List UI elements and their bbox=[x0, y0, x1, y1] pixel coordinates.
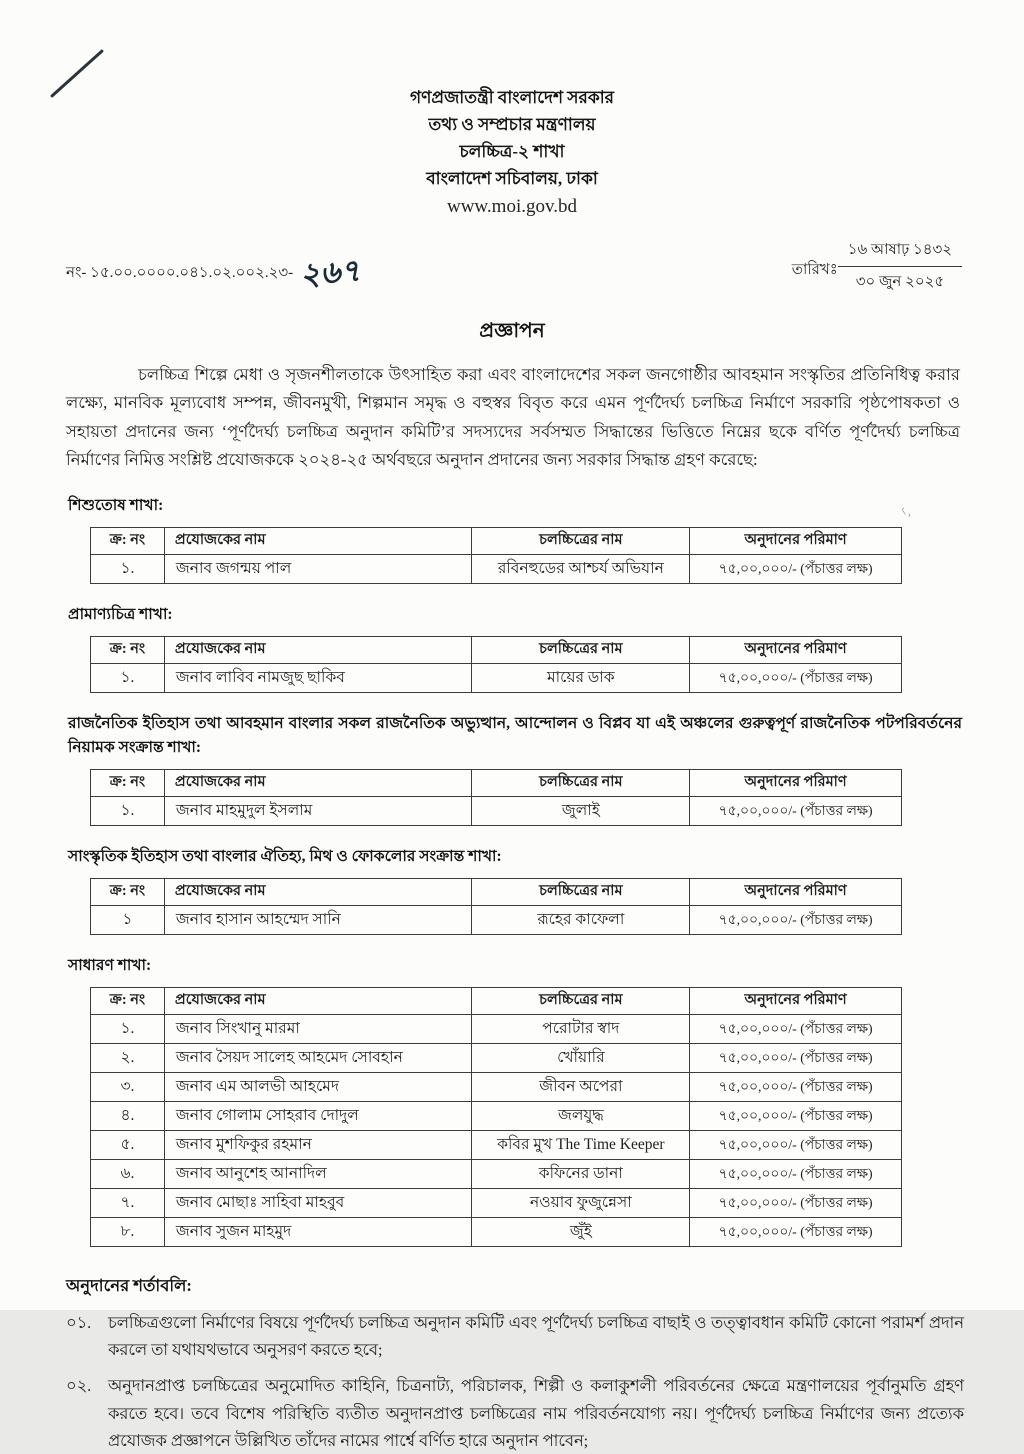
branch-name: চলচ্চিত্র-২ শাখা bbox=[459, 142, 565, 161]
section-children-branch bbox=[68, 494, 962, 584]
grant-amount-cell: ৭৫,০০,০০০/- (পঁচাত্তর লক্ষ) bbox=[690, 1072, 902, 1101]
col-header-producer: প্রযোজকের নাম bbox=[164, 769, 472, 796]
section-title: সাংস্কৃতিক ইতিহাস তথা বাংলার ঐতিহ্য, মিথ ও ফোকলোর সংক্রান্ত শাখা: bbox=[68, 847, 502, 865]
scan-edge-shading bbox=[0, 1301, 1024, 1310]
grant-table-body bbox=[91, 554, 902, 583]
col-header-grant: অনুদানের পরিমাণ bbox=[690, 878, 902, 905]
serial-cell: ১. bbox=[91, 1014, 165, 1043]
stray-ink-mark: ৻, bbox=[900, 505, 914, 519]
govt-name: গণপ্রজাতন্ত্রী বাংলাদেশ সরকার bbox=[409, 88, 615, 107]
intro-paragraph: চলচ্চিত্র শিল্পে মেধা ও সৃজনশীলতাকে উৎসাহিত করা এবং বাংলাদেশের সকল জনগোষ্ঠীর আবহমান সংস্কৃতির প্রতিনিধিত্ব করার লক্ষ্যে, মানবিক মূল্যবোধ সম্পন্ন, জীবনমুখী, শিল্পমান সমৃদ্ধ ও বহুস্বর বিবৃত করে এমন পূর্ণদৈর্ঘ্য চলচ্চিত্র নির্মাণে সরকারি পৃষ্ঠপোষকতা ও সহায়তা প্রদানের জন্য ‘পূর্ণদৈর্ঘ্য চলচ্চিত্র অনুদান কমিটি’র সদস্যদের সর্বসম্মত সিদ্ধান্তের ভিত্তিতে নিম্নের ছকে বর্ণিত পূর্ণদৈর্ঘ্য চলচ্চিত্র নির্মাণের নিমিত্ত সংশ্লিষ্ট প্রযোজককে ২০২৪-২৫ অর্থবছরে অনুদান প্রদানের জন্য সরকার সিদ্ধান্ত গ্রহণ করেছে: bbox=[66, 365, 960, 470]
grant-amount-cell: ৭৫,০০,০০০/- (পঁচাত্তর লক্ষ) bbox=[690, 1101, 902, 1130]
serial-cell: ৩. bbox=[91, 1072, 165, 1101]
serial-cell: ১ bbox=[91, 905, 165, 934]
grant-table bbox=[90, 636, 902, 693]
grant-amount-cell: ৭৫,০০,০০০/- (পঁচাত্তর লক্ষ) bbox=[690, 1014, 902, 1043]
grant-table-body bbox=[91, 663, 902, 692]
film-name-cell: কবির মুখ The Time Keeper bbox=[472, 1130, 690, 1159]
grant-amount-cell: ৭৫,০০,০০০/- (পঁচাত্তর লক্ষ) bbox=[690, 1217, 902, 1246]
col-header-serial: ক্র: নং bbox=[91, 878, 165, 905]
reference-row bbox=[66, 238, 962, 301]
grant-table-head bbox=[91, 987, 902, 1014]
producer-name-cell: জনাব লাবিব নামজুছ ছাকিব bbox=[164, 663, 472, 692]
table-row bbox=[91, 1014, 902, 1043]
col-header-producer: প্রযোজকের নাম bbox=[164, 636, 472, 663]
producer-name-cell: জনাব জগন্ময় পাল bbox=[164, 554, 472, 583]
date-bangla: ১৬ আষাঢ় ১৪৩২ bbox=[838, 238, 962, 267]
condition-text: চলচ্চিত্রগুলো নির্মাণের বিষয়ে পূর্ণদৈর্ঘ্য চলচ্চিত্র অনুদান কমিটি এবং পূর্ণদৈর্ঘ্য চলচ্চিত্র বাছাই ও তত্ত্বাবধান কমিটি কোনো পরামর্শ প্রদান করলে তা যথাযথভাবে অনুসরণ করতে হবে; bbox=[108, 1312, 964, 1359]
film-name-cell: জলযুদ্ধ bbox=[472, 1101, 690, 1130]
ministry-name: তথ্য ও সম্প্রচার মন্ত্রণালয় bbox=[428, 115, 596, 134]
producer-name-cell: জনাব আনুশেহ আনাদিল bbox=[164, 1159, 472, 1188]
grant-table-body bbox=[91, 1014, 902, 1246]
col-header-grant: অনুদানের পরিমাণ bbox=[690, 636, 902, 663]
film-name-cell: খোঁয়ারি bbox=[472, 1043, 690, 1072]
producer-name-cell: জনাব মাহমুদুল ইসলাম bbox=[164, 796, 472, 825]
col-header-grant: অনুদানের পরিমাণ bbox=[690, 527, 902, 554]
serial-cell: ১. bbox=[91, 554, 165, 583]
film-name-cell: রবিনহুডের আশ্চর্য অভিযান bbox=[472, 554, 690, 583]
serial-cell: ৮. bbox=[91, 1217, 165, 1246]
document-title: প্রজ্ঞাপন bbox=[479, 320, 545, 342]
producer-name-cell: জনাব এম আলভী আহমেদ bbox=[164, 1072, 472, 1101]
grant-table-head bbox=[91, 769, 902, 796]
col-header-serial: ক্র: নং bbox=[91, 527, 165, 554]
producer-name-cell: জনাব গোলাম সোহরাব দোদুল bbox=[164, 1101, 472, 1130]
table-row bbox=[91, 1159, 902, 1188]
section-documentary-branch bbox=[68, 603, 962, 693]
grant-table-head bbox=[91, 527, 902, 554]
condition-number: ০২. bbox=[66, 1376, 92, 1396]
ministry-website: www.moi.gov.bd bbox=[446, 196, 577, 217]
date-label: তারিখঃ bbox=[791, 262, 838, 278]
grant-amount-cell: ৭৫,০০,০০০/- (পঁচাত্তর লক্ষ) bbox=[690, 554, 902, 583]
condition-number: ০১. bbox=[66, 1312, 92, 1332]
film-name-cell: জুলাই bbox=[472, 796, 690, 825]
col-header-grant: অনুদানের পরিমাণ bbox=[690, 987, 902, 1014]
grant-conditions bbox=[66, 1273, 964, 1454]
producer-name-cell: জনাব হাসান আহম্মেদ সানি bbox=[164, 905, 472, 934]
letterhead bbox=[0, 84, 1024, 222]
header-row bbox=[91, 878, 902, 905]
section-general-branch bbox=[68, 954, 962, 1247]
grant-table bbox=[90, 987, 902, 1247]
grant-table-head bbox=[91, 878, 902, 905]
grant-amount-cell: ৭৫,০০,০০০/- (পঁচাত্তর লক্ষ) bbox=[690, 663, 902, 692]
header-row bbox=[91, 636, 902, 663]
producer-name-cell: জনাব সিংখানু মারমা bbox=[164, 1014, 472, 1043]
col-header-film: চলচ্চিত্রের নাম bbox=[472, 987, 690, 1014]
section-political-history-branch bbox=[68, 712, 962, 826]
table-row bbox=[91, 1217, 902, 1246]
grant-table-body bbox=[91, 905, 902, 934]
section-title: সাধারণ শাখা: bbox=[68, 956, 152, 974]
col-header-film: চলচ্চিত্রের নাম bbox=[472, 769, 690, 796]
table-row bbox=[91, 796, 902, 825]
col-header-producer: প্রযোজকের নাম bbox=[164, 527, 472, 554]
serial-cell: ২. bbox=[91, 1043, 165, 1072]
grant-amount-cell: ৭৫,০০,০০০/- (পঁচাত্তর লক্ষ) bbox=[690, 905, 902, 934]
serial-cell: ৭. bbox=[91, 1188, 165, 1217]
col-header-serial: ক্র: নং bbox=[91, 769, 165, 796]
film-name-cell: জুঁই bbox=[472, 1217, 690, 1246]
film-name-cell: রূহের কাফেলা bbox=[472, 905, 690, 934]
serial-cell: ৫. bbox=[91, 1130, 165, 1159]
serial-cell: ১. bbox=[91, 796, 165, 825]
section-title: রাজনৈতিক ইতিহাস তথা আবহমান বাংলার সকল রাজনৈতিক অভ্যুত্থান, আন্দোলন ও বিপ্লব যা এই অঞ্চলের গুরুত্বপূর্ণ রাজনৈতিক পটপরিবর্তনের নিয়ামক সংক্রান্ত শাখা: bbox=[68, 714, 962, 756]
producer-name-cell: জনাব সৈয়দ সালেহ আহমেদ সোবহান bbox=[164, 1043, 472, 1072]
table-row bbox=[91, 1101, 902, 1130]
header-row bbox=[91, 769, 902, 796]
date-gregorian: ৩০ জুন ২০২৫ bbox=[855, 274, 945, 290]
header-row bbox=[91, 987, 902, 1014]
col-header-serial: ক্র: নং bbox=[91, 636, 165, 663]
grant-table-body bbox=[91, 796, 902, 825]
conditions-title: অনুদানের শর্তাবলি: bbox=[66, 1275, 192, 1295]
col-header-producer: প্রযোজকের নাম bbox=[164, 878, 472, 905]
table-row bbox=[91, 1130, 902, 1159]
memo-number bbox=[66, 238, 361, 301]
condition-item bbox=[66, 1309, 964, 1364]
table-row bbox=[91, 1043, 902, 1072]
grant-amount-cell: ৭৫,০০,০০০/- (পঁচাত্তর লক্ষ) bbox=[690, 1130, 902, 1159]
col-header-serial: ক্র: নং bbox=[91, 987, 165, 1014]
section-title: শিশুতোষ শাখা: bbox=[68, 496, 164, 514]
serial-cell: ৪. bbox=[91, 1101, 165, 1130]
col-header-film: চলচ্চিত্রের নাম bbox=[472, 636, 690, 663]
grant-amount-cell: ৭৫,০০,০০০/- (পঁচাত্তর লক্ষ) bbox=[690, 1043, 902, 1072]
film-name-cell: মায়ের ডাক bbox=[472, 663, 690, 692]
col-header-grant: অনুদানের পরিমাণ bbox=[690, 769, 902, 796]
film-name-cell: জীবন অপেরা bbox=[472, 1072, 690, 1101]
table-row bbox=[91, 905, 902, 934]
col-header-film: চলচ্চিত্রের নাম bbox=[472, 527, 690, 554]
table-row bbox=[91, 554, 902, 583]
table-row bbox=[91, 663, 902, 692]
header-row bbox=[91, 527, 902, 554]
condition-text: অনুদানপ্রাপ্ত চলচ্চিত্রের অনুমোদিত কাহিনি, চিত্রনাট্য, পরিচালক, শিল্পী ও কলাকুশলী পরিবর্তনের ক্ষেত্রে মন্ত্রণালয়ের পূর্বানুমতি গ্রহণ করতে হবে। তবে বিশেষ পরিস্থিতি ব্যতীত অনুদানপ্রাপ্ত চলচ্চিত্রের নাম পরিবর্তনযোগ্য নয়। পূর্ণদৈর্ঘ্য চলচ্চিত্র নির্মাণের জন্য প্রত্যেক প্রযোজক প্রজ্ঞাপনে উল্লিখিত তাঁদের নামের পার্শ্বে বর্ণিত হারে অনুদান পাবেন; bbox=[108, 1376, 964, 1451]
col-header-film: চলচ্চিত্রের নাম bbox=[472, 878, 690, 905]
col-header-producer: প্রযোজকের নাম bbox=[164, 987, 472, 1014]
secretariat-address: বাংলাদেশ সচিবালয়, ঢাকা bbox=[426, 169, 598, 188]
film-name-cell: নওয়াব ফুজুন্নেসা bbox=[472, 1188, 690, 1217]
serial-cell: ৬. bbox=[91, 1159, 165, 1188]
film-name-cell: কফিনের ডানা bbox=[472, 1159, 690, 1188]
grant-amount-cell: ৭৫,০০,০০০/- (পঁচাত্তর লক্ষ) bbox=[690, 796, 902, 825]
producer-name-cell: জনাব মুশফিকুর রহমান bbox=[164, 1130, 472, 1159]
grant-table-head bbox=[91, 636, 902, 663]
producer-name-cell: জনাব মোছাঃ সাহিবা মাহবুব bbox=[164, 1188, 472, 1217]
grant-table bbox=[90, 527, 902, 584]
memo-number-handwritten: ২৬৭ bbox=[298, 252, 362, 293]
grant-table bbox=[90, 769, 902, 826]
section-title: প্রামাণ্যচিত্র শাখা: bbox=[68, 605, 173, 623]
memo-number-printed: নং- ১৫.০০.০০০০.০৪১.০২.০০২.২৩- bbox=[66, 265, 294, 281]
grant-table bbox=[90, 878, 902, 935]
table-row bbox=[91, 1188, 902, 1217]
table-row bbox=[91, 1072, 902, 1101]
section-cultural-history-branch bbox=[68, 845, 962, 935]
film-name-cell: পরোটার স্বাদ bbox=[472, 1014, 690, 1043]
date-stack bbox=[838, 238, 962, 295]
date-block bbox=[792, 238, 962, 295]
serial-cell: ১. bbox=[91, 663, 165, 692]
condition-item bbox=[66, 1372, 964, 1454]
grant-amount-cell: ৭৫,০০,০০০/- (পঁচাত্তর লক্ষ) bbox=[690, 1188, 902, 1217]
grant-amount-cell: ৭৫,০০,০০০/- (পঁচাত্তর লক্ষ) bbox=[690, 1159, 902, 1188]
producer-name-cell: জনাব সুজন মাহমুদ bbox=[164, 1217, 472, 1246]
